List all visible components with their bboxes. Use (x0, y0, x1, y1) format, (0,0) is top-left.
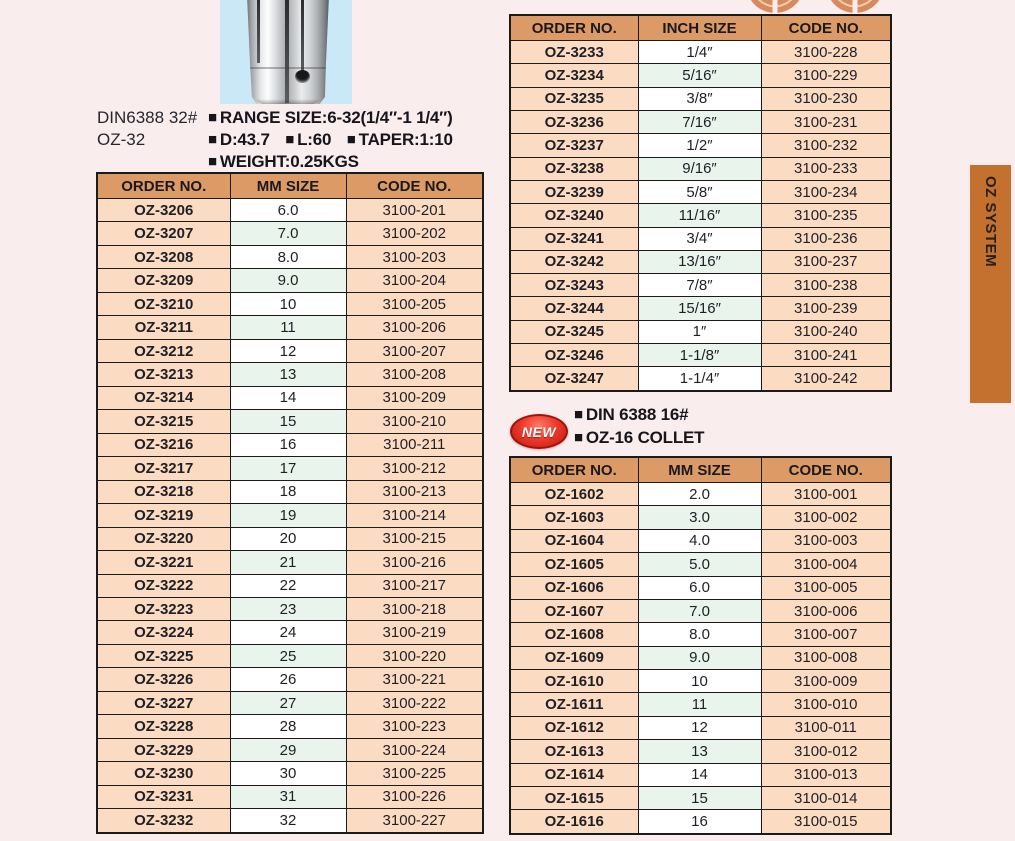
size-cell: 6.0 (230, 199, 346, 222)
code-no-cell: 3100-219 (346, 621, 483, 644)
size-cell: 1/2″ (638, 134, 761, 157)
spec-range (208, 108, 453, 127)
table-row (97, 574, 483, 597)
table-row (510, 157, 891, 180)
collet-slit (257, 0, 260, 63)
size-cell: 11 (638, 693, 761, 716)
collet-base-shadow (256, 99, 320, 104)
code-no-cell: 3100-009 (761, 670, 891, 693)
oz16-collet-name (574, 428, 704, 447)
order-no-cell: OZ-3237 (510, 134, 638, 157)
oz16-standard (574, 405, 688, 424)
order-no-cell: OZ-3230 (97, 762, 230, 785)
order-no-cell: OZ-3212 (97, 339, 230, 362)
table-header-row (510, 15, 891, 41)
size-cell: 1/4″ (638, 41, 761, 64)
order-no-cell: OZ-1602 (510, 483, 638, 506)
order-no-cell: OZ-3226 (97, 668, 230, 691)
size-cell: 3/4″ (638, 227, 761, 250)
order-no-cell: OZ-3238 (510, 157, 638, 180)
spec-length (285, 130, 331, 149)
spec-weight-text: WEIGHT:0.25KGS (219, 152, 359, 171)
order-no-cell: OZ-1615 (510, 786, 638, 809)
order-no-cell: OZ-3231 (97, 785, 230, 808)
size-cell: 18 (230, 480, 346, 503)
table-row (97, 738, 483, 761)
code-no-cell: 3100-214 (346, 504, 483, 527)
order-no-cell: OZ-1610 (510, 670, 638, 693)
table-row (97, 457, 483, 480)
size-cell: 15 (230, 410, 346, 433)
table-row (510, 740, 891, 763)
size-cell: 12 (638, 716, 761, 739)
oz32-mm-size-table (96, 172, 484, 834)
table-row (97, 527, 483, 550)
table-row (510, 553, 891, 576)
order-no-cell: OZ-3214 (97, 386, 230, 409)
table-row (97, 269, 483, 292)
collet-ring-decoration (746, 0, 804, 13)
table-header-row (510, 457, 891, 483)
size-cell: 7/16″ (638, 110, 761, 133)
code-no-cell: 3100-227 (346, 809, 483, 833)
code-no-cell: 3100-233 (761, 157, 891, 180)
table-row (97, 433, 483, 456)
model-number: OZ-32 (97, 130, 146, 149)
size-cell: 15 (638, 786, 761, 809)
size-cell: 28 (230, 715, 346, 738)
size-cell: 9/16″ (638, 157, 761, 180)
code-no-cell: 3100-216 (346, 551, 483, 574)
order-no-cell: OZ-3235 (510, 87, 638, 110)
code-no-cell: 3100-212 (346, 457, 483, 480)
table-row (510, 227, 891, 250)
bullet-icon: ■ (346, 131, 356, 148)
size-cell: 8.0 (230, 245, 346, 268)
code-no-cell: 3100-205 (346, 292, 483, 315)
oz16-collet-name-text: OZ-16 COLLET (585, 428, 705, 447)
table-row (97, 644, 483, 667)
table-row (510, 41, 891, 64)
order-no-cell: OZ-3222 (97, 574, 230, 597)
size-cell: 4.0 (638, 529, 761, 552)
size-cell: 25 (230, 644, 346, 667)
size-cell: 13 (230, 363, 346, 386)
code-no-cell: 3100-231 (761, 110, 891, 133)
size-cell: 14 (230, 386, 346, 409)
size-cell: 7/8″ (638, 274, 761, 297)
table-header-row (97, 173, 483, 199)
table-row (97, 199, 483, 222)
size-cell: 1-1/8″ (638, 344, 761, 367)
bullet-icon: ■ (208, 153, 217, 170)
size-cell: 1-1/4″ (638, 367, 761, 391)
table-row (510, 204, 891, 227)
order-no-cell: OZ-3228 (97, 715, 230, 738)
order-no-cell: OZ-1616 (510, 810, 638, 834)
table-row (510, 670, 891, 693)
table-row (510, 250, 891, 273)
spec-diameter (208, 130, 270, 149)
code-no-cell: 3100-208 (346, 363, 483, 386)
code-no-cell: 3100-207 (346, 339, 483, 362)
table-row (510, 646, 891, 669)
code-no-cell: 3100-224 (346, 738, 483, 761)
collet-slit (285, 0, 289, 103)
table-row (510, 786, 891, 809)
order-no-cell: OZ-1607 (510, 599, 638, 622)
code-no-cell: 3100-004 (761, 553, 891, 576)
order-no-cell: OZ-1605 (510, 553, 638, 576)
table-row (510, 576, 891, 599)
code-no-cell: 3100-221 (346, 668, 483, 691)
table-row (510, 274, 891, 297)
code-no-cell: 3100-229 (761, 64, 891, 87)
table-row (510, 297, 891, 320)
code-no-cell: 3100-002 (761, 506, 891, 529)
size-cell: 20 (230, 527, 346, 550)
table-row (510, 483, 891, 506)
bullet-icon: ■ (574, 429, 583, 446)
size-cell: 2.0 (638, 483, 761, 506)
bullet-icon: ■ (208, 131, 217, 148)
size-cell: 9.0 (638, 646, 761, 669)
bullet-icon: ■ (208, 109, 217, 126)
oz-system-side-tab (970, 165, 1011, 403)
code-no-cell: 3100-225 (346, 762, 483, 785)
code-no-cell: 3100-230 (761, 87, 891, 110)
code-no-cell: 3100-203 (346, 245, 483, 268)
code-no-cell: 3100-204 (346, 269, 483, 292)
table-row (510, 367, 891, 391)
code-no-cell: 3100-242 (761, 367, 891, 391)
size-cell: 23 (230, 597, 346, 620)
code-no-cell: 3100-213 (346, 480, 483, 503)
size-cell: 5/16″ (638, 64, 761, 87)
spec-taper (347, 130, 453, 149)
column-header: INCH SIZE (638, 15, 761, 41)
bullet-icon: ■ (574, 406, 583, 423)
new-badge (510, 414, 568, 449)
order-no-cell: OZ-3227 (97, 691, 230, 714)
size-cell: 15/16″ (638, 297, 761, 320)
code-no-cell: 3100-013 (761, 763, 891, 786)
table-row (97, 809, 483, 833)
size-cell: 8.0 (638, 623, 761, 646)
column-header: MM SIZE (230, 173, 346, 199)
size-cell: 11/16″ (638, 204, 761, 227)
spec-range-text: RANGE SIZE:6-32(1/4″-1 1/4″) (219, 108, 453, 127)
spec-diameter-text: D:43.7 (219, 130, 270, 149)
code-no-cell: 3100-241 (761, 344, 891, 367)
table-row (510, 506, 891, 529)
table-row (510, 763, 891, 786)
spec-taper-text: TAPER:1:10 (358, 130, 453, 149)
order-no-cell: OZ-3213 (97, 363, 230, 386)
table-row (97, 785, 483, 808)
order-no-cell: OZ-3229 (97, 738, 230, 761)
order-no-cell: OZ-3225 (97, 644, 230, 667)
order-no-cell: OZ-3219 (97, 504, 230, 527)
size-cell: 10 (638, 670, 761, 693)
size-cell: 19 (230, 504, 346, 527)
table-row (97, 222, 483, 245)
table-row (510, 110, 891, 133)
order-no-cell: OZ-3246 (510, 344, 638, 367)
code-no-cell: 3100-001 (761, 483, 891, 506)
oz16-section-heading (574, 404, 704, 450)
collet-ring-decoration (826, 0, 884, 13)
table-row (510, 64, 891, 87)
code-no-cell: 3100-232 (761, 134, 891, 157)
order-no-cell: OZ-3223 (97, 597, 230, 620)
order-no-cell: OZ-3209 (97, 269, 230, 292)
order-no-cell: OZ-1613 (510, 740, 638, 763)
code-no-cell: 3100-222 (346, 691, 483, 714)
order-no-cell: OZ-1611 (510, 693, 638, 716)
code-no-cell: 3100-202 (346, 222, 483, 245)
size-cell: 10 (230, 292, 346, 315)
table-row (510, 180, 891, 203)
oz32-inch-size-table (509, 14, 892, 392)
table-row (97, 597, 483, 620)
code-no-cell: 3100-236 (761, 227, 891, 250)
order-no-cell: OZ-3245 (510, 320, 638, 343)
table-row (510, 623, 891, 646)
code-no-cell: 3100-220 (346, 644, 483, 667)
code-no-cell: 3100-209 (346, 386, 483, 409)
code-no-cell: 3100-005 (761, 576, 891, 599)
table-row (97, 292, 483, 315)
model-standard: DIN6388 32# (97, 108, 198, 127)
code-no-cell: 3100-228 (761, 41, 891, 64)
size-cell: 9.0 (230, 269, 346, 292)
size-cell: 7.0 (230, 222, 346, 245)
table-row (510, 87, 891, 110)
table-row (510, 529, 891, 552)
order-no-cell: OZ-3220 (97, 527, 230, 550)
order-no-cell: OZ-3233 (510, 41, 638, 64)
column-header: ORDER NO. (510, 15, 638, 41)
order-no-cell: OZ-1608 (510, 623, 638, 646)
table-row (97, 480, 483, 503)
size-cell: 5.0 (638, 553, 761, 576)
size-cell: 29 (230, 738, 346, 761)
code-no-cell: 3100-226 (346, 785, 483, 808)
product-model (97, 107, 197, 151)
order-no-cell: OZ-3247 (510, 367, 638, 391)
order-no-cell: OZ-1612 (510, 716, 638, 739)
table-row (97, 691, 483, 714)
size-cell: 30 (230, 762, 346, 785)
column-header: MM SIZE (638, 457, 761, 483)
table-row (97, 621, 483, 644)
spec-length-text: L:60 (297, 130, 332, 149)
code-no-cell: 3100-240 (761, 320, 891, 343)
order-no-cell: OZ-3211 (97, 316, 230, 339)
order-no-cell: OZ-3232 (97, 809, 230, 833)
code-no-cell: 3100-003 (761, 529, 891, 552)
table-row (97, 715, 483, 738)
size-cell: 7.0 (638, 599, 761, 622)
oz-system-side-tab-label: OZ SYSTEM (982, 176, 999, 268)
spec-weight (208, 152, 359, 171)
collet-image (246, 0, 330, 104)
order-no-cell: OZ-1609 (510, 646, 638, 669)
code-no-cell: 3100-012 (761, 740, 891, 763)
order-no-cell: OZ-3236 (510, 110, 638, 133)
table-row (510, 716, 891, 739)
code-no-cell: 3100-211 (346, 433, 483, 456)
size-cell: 32 (230, 809, 346, 833)
code-no-cell: 3100-010 (761, 693, 891, 716)
code-no-cell: 3100-011 (761, 716, 891, 739)
code-no-cell: 3100-210 (346, 410, 483, 433)
order-no-cell: OZ-3243 (510, 274, 638, 297)
code-no-cell: 3100-223 (346, 715, 483, 738)
code-no-cell: 3100-201 (346, 199, 483, 222)
order-no-cell: OZ-3234 (510, 64, 638, 87)
code-no-cell: 3100-237 (761, 250, 891, 273)
column-header: CODE NO. (346, 173, 483, 199)
code-no-cell: 3100-215 (346, 527, 483, 550)
table-row (510, 693, 891, 716)
new-badge-label: NEW (521, 423, 557, 440)
size-cell: 12 (230, 339, 346, 362)
code-no-cell: 3100-239 (761, 297, 891, 320)
table-row (510, 810, 891, 834)
oz16-standard-text: DIN 6388 16# (585, 405, 689, 424)
collet-photo (220, 0, 352, 104)
size-cell: 22 (230, 574, 346, 597)
table-row (97, 668, 483, 691)
code-no-cell: 3100-008 (761, 646, 891, 669)
size-cell: 6.0 (638, 576, 761, 599)
code-no-cell: 3100-234 (761, 180, 891, 203)
code-no-cell: 3100-235 (761, 204, 891, 227)
code-no-cell: 3100-206 (346, 316, 483, 339)
table-row (97, 386, 483, 409)
order-no-cell: OZ-3210 (97, 292, 230, 315)
table-row (97, 551, 483, 574)
table-row (97, 410, 483, 433)
table-row (97, 339, 483, 362)
oz16-mm-size-table (509, 456, 892, 835)
collet-hole (295, 70, 310, 83)
order-no-cell: OZ-3239 (510, 180, 638, 203)
column-header: ORDER NO. (97, 173, 230, 199)
column-header: ORDER NO. (510, 457, 638, 483)
order-no-cell: OZ-1603 (510, 506, 638, 529)
table-row (510, 134, 891, 157)
table-row (97, 245, 483, 268)
size-cell: 13/16″ (638, 250, 761, 273)
order-no-cell: OZ-3242 (510, 250, 638, 273)
order-no-cell: OZ-3217 (97, 457, 230, 480)
order-no-cell: OZ-3216 (97, 433, 230, 456)
collet-shoulder (249, 67, 326, 69)
size-cell: 16 (638, 810, 761, 834)
table-row (97, 363, 483, 386)
size-cell: 13 (638, 740, 761, 763)
order-no-cell: OZ-3240 (510, 204, 638, 227)
table-row (97, 762, 483, 785)
order-no-cell: OZ-3208 (97, 245, 230, 268)
code-no-cell: 3100-218 (346, 597, 483, 620)
code-no-cell: 3100-006 (761, 599, 891, 622)
order-no-cell: OZ-3221 (97, 551, 230, 574)
code-no-cell: 3100-014 (761, 786, 891, 809)
code-no-cell: 3100-007 (761, 623, 891, 646)
collet-slit (301, 0, 304, 72)
size-cell: 21 (230, 551, 346, 574)
size-cell: 31 (230, 785, 346, 808)
size-cell: 26 (230, 668, 346, 691)
order-no-cell: OZ-3224 (97, 621, 230, 644)
table-row (510, 320, 891, 343)
product-specs (208, 107, 453, 173)
size-cell: 17 (230, 457, 346, 480)
table-row (510, 344, 891, 367)
size-cell: 3/8″ (638, 87, 761, 110)
order-no-cell: OZ-1606 (510, 576, 638, 599)
size-cell: 11 (230, 316, 346, 339)
code-no-cell: 3100-015 (761, 810, 891, 834)
table-row (510, 599, 891, 622)
order-no-cell: OZ-3241 (510, 227, 638, 250)
order-no-cell: OZ-3207 (97, 222, 230, 245)
order-no-cell: OZ-3244 (510, 297, 638, 320)
size-cell: 1″ (638, 320, 761, 343)
size-cell: 14 (638, 763, 761, 786)
order-no-cell: OZ-3218 (97, 480, 230, 503)
size-cell: 24 (230, 621, 346, 644)
order-no-cell: OZ-3215 (97, 410, 230, 433)
table-row (97, 504, 483, 527)
column-header: CODE NO. (761, 15, 891, 41)
size-cell: 16 (230, 433, 346, 456)
order-no-cell: OZ-1604 (510, 529, 638, 552)
bullet-icon: ■ (285, 131, 295, 148)
code-no-cell: 3100-217 (346, 574, 483, 597)
size-cell: 3.0 (638, 506, 761, 529)
column-header: CODE NO. (761, 457, 891, 483)
size-cell: 5/8″ (638, 180, 761, 203)
code-no-cell: 3100-238 (761, 274, 891, 297)
order-no-cell: OZ-1614 (510, 763, 638, 786)
size-cell: 27 (230, 691, 346, 714)
order-no-cell: OZ-3206 (97, 199, 230, 222)
table-row (97, 316, 483, 339)
